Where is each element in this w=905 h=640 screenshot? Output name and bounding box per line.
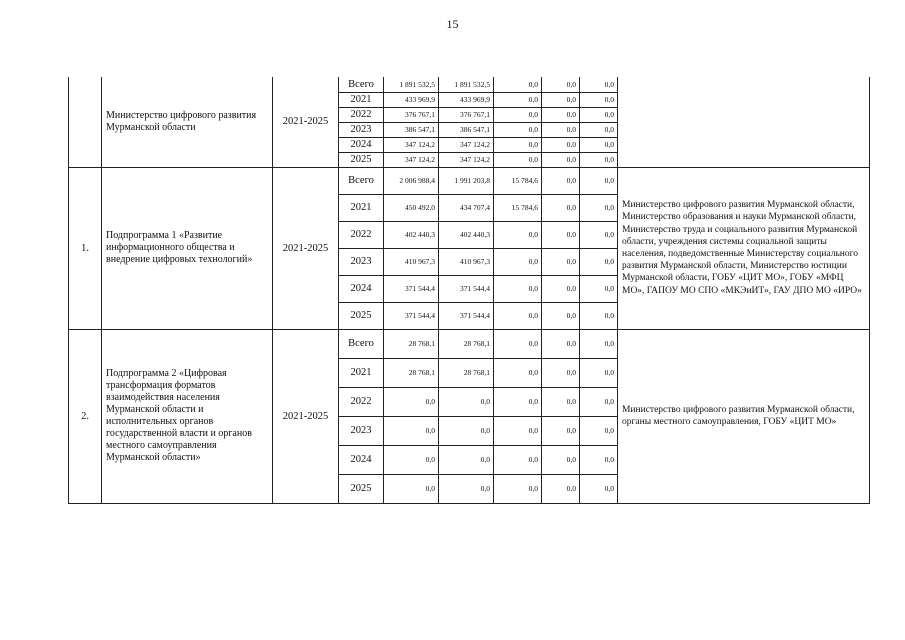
amount-cell: 0,0 — [580, 122, 618, 137]
amount-cell: 434 707,4 — [439, 194, 494, 221]
amount-cell: 433 969,9 — [384, 92, 439, 107]
amount-cell: 0,0 — [542, 122, 580, 137]
amount-cell: 0,0 — [494, 387, 542, 416]
amount-cell: 15 784,6 — [494, 194, 542, 221]
amount-cell: 0,0 — [494, 329, 542, 358]
amount-cell: 0,0 — [542, 77, 580, 92]
amount-cell: 376 767,1 — [439, 107, 494, 122]
amount-cell: 376 767,1 — [384, 107, 439, 122]
row-number: 2. — [69, 329, 102, 503]
year-cell: 2021 — [339, 358, 384, 387]
amount-cell: 0,0 — [494, 275, 542, 302]
amount-cell: 0,0 — [580, 474, 618, 503]
amount-cell: 0,0 — [494, 137, 542, 152]
amount-cell: 0,0 — [580, 137, 618, 152]
amount-cell: 0,0 — [494, 122, 542, 137]
amount-cell: 2 006 988,4 — [384, 167, 439, 194]
amount-cell: 347 124,2 — [439, 137, 494, 152]
amount-cell: 0,0 — [384, 445, 439, 474]
amount-cell: 0,0 — [494, 302, 542, 329]
amount-cell: 0,0 — [439, 416, 494, 445]
year-cell: 2023 — [339, 416, 384, 445]
amount-cell: 347 124,2 — [439, 152, 494, 167]
amount-cell: 0,0 — [542, 275, 580, 302]
year-cell: 2024 — [339, 137, 384, 152]
amount-cell: 1 891 532,5 — [384, 77, 439, 92]
period: 2021-2025 — [273, 329, 339, 503]
amount-cell: 15 784,6 — [494, 167, 542, 194]
amount-cell: 0,0 — [494, 445, 542, 474]
amount-cell: 0,0 — [580, 387, 618, 416]
amount-cell: 386 547,1 — [384, 122, 439, 137]
amount-cell: 402 440,3 — [384, 221, 439, 248]
year-cell: 2024 — [339, 275, 384, 302]
year-cell: 2025 — [339, 302, 384, 329]
amount-cell: 0,0 — [542, 248, 580, 275]
amount-cell: 433 969,9 — [439, 92, 494, 107]
amount-cell: 371 544,4 — [384, 275, 439, 302]
period: 2021-2025 — [273, 167, 339, 329]
amount-cell: 28 768,1 — [439, 358, 494, 387]
amount-cell: 0,0 — [580, 77, 618, 92]
year-cell: Всего — [339, 77, 384, 92]
amount-cell: 371 544,4 — [384, 302, 439, 329]
amount-cell: 410 967,3 — [439, 248, 494, 275]
amount-cell: 28 768,1 — [439, 329, 494, 358]
amount-cell: 0,0 — [494, 92, 542, 107]
amount-cell: 0,0 — [542, 445, 580, 474]
amount-cell: 0,0 — [542, 92, 580, 107]
amount-cell: 386 547,1 — [439, 122, 494, 137]
amount-cell: 0,0 — [542, 194, 580, 221]
year-cell: 2025 — [339, 474, 384, 503]
table-row — [69, 329, 870, 358]
executors — [618, 77, 870, 167]
amount-cell: 0,0 — [580, 221, 618, 248]
amount-cell: 0,0 — [542, 302, 580, 329]
amount-cell: 0,0 — [542, 107, 580, 122]
amount-cell: 0,0 — [542, 221, 580, 248]
year-cell: 2023 — [339, 122, 384, 137]
amount-cell: 0,0 — [580, 194, 618, 221]
amount-cell: 0,0 — [494, 152, 542, 167]
amount-cell: 0,0 — [580, 275, 618, 302]
table-body — [69, 77, 870, 503]
amount-cell: 0,0 — [494, 221, 542, 248]
amount-cell: 1 891 532,5 — [439, 77, 494, 92]
amount-cell: 0,0 — [384, 416, 439, 445]
amount-cell: 0,0 — [494, 358, 542, 387]
table-row — [69, 77, 870, 92]
program-name: Министерство цифрового развития Мурманской области — [102, 77, 273, 167]
amount-cell: 0,0 — [542, 474, 580, 503]
amount-cell: 0,0 — [494, 416, 542, 445]
amount-cell: 347 124,2 — [384, 137, 439, 152]
amount-cell: 0,0 — [580, 92, 618, 107]
amount-cell: 0,0 — [439, 445, 494, 474]
program-name: Подпрограмма 1 «Развитие информационного общества и внедрение цифровых технологий» — [102, 167, 273, 329]
amount-cell: 0,0 — [580, 167, 618, 194]
period: 2021-2025 — [273, 77, 339, 167]
year-cell: 2023 — [339, 248, 384, 275]
amount-cell: 0,0 — [542, 387, 580, 416]
executors: Министерство цифрового развития Мурманской области, Министерство образования и науки Мурманской области, Министерство труда и социального развития Мурманской области, учреждения системы социальной защиты населения, подведомственные Министерству социального развития Мурманской области, Министерство юстиции Мурманской области, ГОБУ «ЦИТ МО», ГОБУ «МФЦ МО», ГАПОУ МО СПО «МКЭиИТ», ГАУ ДПО МО «ИРО» — [618, 167, 870, 329]
amount-cell: 0,0 — [580, 445, 618, 474]
amount-cell: 410 967,3 — [384, 248, 439, 275]
amount-cell: 0,0 — [542, 358, 580, 387]
amount-cell: 0,0 — [580, 302, 618, 329]
year-cell: 2022 — [339, 387, 384, 416]
program-name: Подпрограмма 2 «Цифровая трансформация форматов взаимодействия населения Мурманской области и исполнительных органов государственной власти и органов местного самоуправления Мурманской области» — [102, 329, 273, 503]
year-cell: 2025 — [339, 152, 384, 167]
amount-cell: 0,0 — [494, 474, 542, 503]
amount-cell: 28 768,1 — [384, 358, 439, 387]
year-cell: 2021 — [339, 194, 384, 221]
amount-cell: 0,0 — [542, 137, 580, 152]
amount-cell: 0,0 — [384, 387, 439, 416]
amount-cell: 0,0 — [494, 77, 542, 92]
amount-cell: 450 492,0 — [384, 194, 439, 221]
amount-cell: 0,0 — [580, 329, 618, 358]
year-cell: 2022 — [339, 107, 384, 122]
amount-cell: 0,0 — [439, 387, 494, 416]
year-cell: 2021 — [339, 92, 384, 107]
amount-cell: 0,0 — [439, 474, 494, 503]
amount-cell: 402 440,3 — [439, 221, 494, 248]
amount-cell: 0,0 — [384, 474, 439, 503]
amount-cell: 371 544,4 — [439, 275, 494, 302]
amount-cell: 0,0 — [580, 248, 618, 275]
amount-cell: 371 544,4 — [439, 302, 494, 329]
amount-cell: 0,0 — [494, 107, 542, 122]
year-cell: Всего — [339, 329, 384, 358]
amount-cell: 0,0 — [542, 329, 580, 358]
amount-cell: 347 124,2 — [384, 152, 439, 167]
amount-cell: 28 768,1 — [384, 329, 439, 358]
amount-cell: 0,0 — [542, 152, 580, 167]
amount-cell: 0,0 — [494, 248, 542, 275]
year-cell: Всего — [339, 167, 384, 194]
year-cell: 2022 — [339, 221, 384, 248]
row-number: 1. — [69, 167, 102, 329]
amount-cell: 0,0 — [580, 416, 618, 445]
page-number: 15 — [446, 17, 459, 31]
amount-cell: 0,0 — [542, 167, 580, 194]
amount-cell: 0,0 — [580, 358, 618, 387]
amount-cell: 0,0 — [580, 152, 618, 167]
executors: Министерство цифрового развития Мурманской области, органы местного самоуправления, ГОБУ «ЦИТ МО» — [618, 329, 870, 503]
year-cell: 2024 — [339, 445, 384, 474]
row-number — [69, 77, 102, 167]
budget-table — [68, 77, 870, 504]
amount-cell: 1 991 203,8 — [439, 167, 494, 194]
table-row — [69, 167, 870, 194]
amount-cell: 0,0 — [580, 107, 618, 122]
amount-cell: 0,0 — [542, 416, 580, 445]
